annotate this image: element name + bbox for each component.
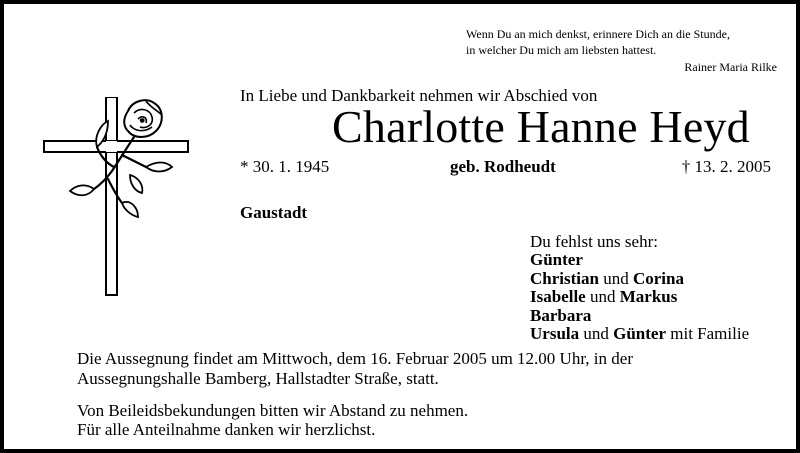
mourners-intro: Du fehlst uns sehr: xyxy=(530,232,658,251)
birth-date: * 30. 1. 1945 xyxy=(240,157,330,176)
service-line-2: Aussegnungshalle Bamberg, Hallstadter Straße, statt. xyxy=(77,369,439,388)
quote-line-1: Wenn Du an mich denkst, erinnere Dich an die Stunde, xyxy=(466,27,730,41)
deceased-name: Charlotte Hanne Heyd xyxy=(332,101,750,152)
service-line-1: Die Aussegnung findet am Mittwoch, dem 16. Februar 2005 um 12.00 Uhr, in der xyxy=(77,349,633,368)
maiden-name: geb. Rodheudt xyxy=(450,157,556,176)
quote-author: Rainer Maria Rilke xyxy=(684,60,777,74)
mourner-line-3: Isabelle und Markus xyxy=(530,287,678,307)
mourners-list xyxy=(530,233,749,343)
quote-line-2: in welcher Du mich am liebsten hattest. xyxy=(466,43,657,57)
mourner-line-2: Christian und Corina xyxy=(530,268,684,288)
closing-line-1: Von Beileidsbekundungen bitten wir Abstand zu nehmen. xyxy=(77,401,469,420)
mourner-line-1: Günter xyxy=(530,250,583,270)
place-name: Gaustadt xyxy=(240,203,308,222)
service-announcement xyxy=(77,349,633,389)
closing-line-2: Für alle Anteilnahme danken wir herzlichst. xyxy=(77,420,376,439)
mourner-line-5: Ursula und Günter mit Familie xyxy=(530,324,750,344)
closing-text xyxy=(77,401,468,439)
mourner-line-4: Barbara xyxy=(530,305,592,325)
cross-with-rose-icon xyxy=(42,97,192,297)
intro-text: In Liebe und Dankbarkeit nehmen wir Abschied von xyxy=(240,86,598,105)
death-date: † 13. 2. 2005 xyxy=(681,157,771,176)
